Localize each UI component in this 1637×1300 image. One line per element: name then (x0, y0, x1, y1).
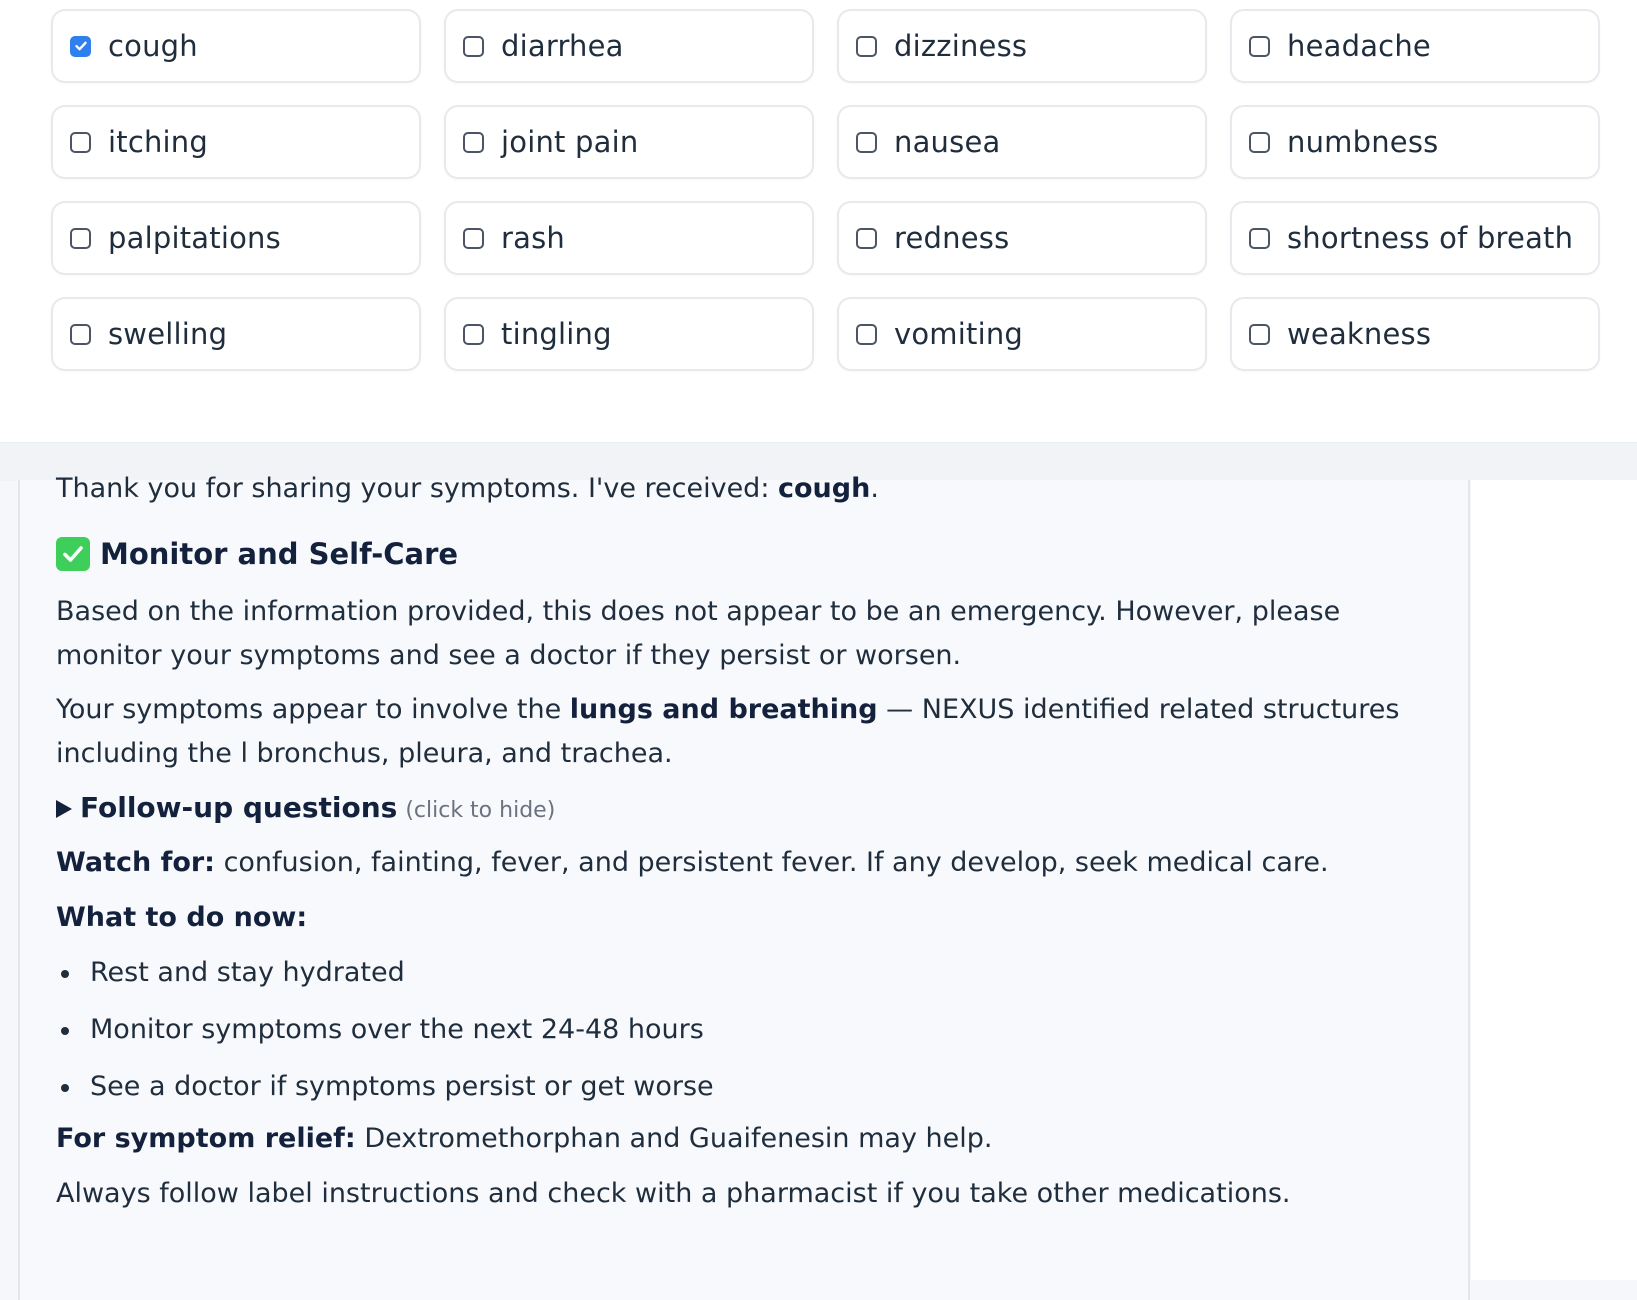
symptom-checkbox[interactable] (463, 36, 484, 57)
anatomy-text (56, 688, 1428, 776)
symptom-checkbox[interactable] (463, 324, 484, 345)
symptom-option-cough[interactable] (51, 9, 421, 83)
symptom-label: palpitations (108, 221, 281, 255)
symptom-option-redness[interactable] (837, 201, 1207, 275)
symptom-option-numbness[interactable] (1230, 105, 1600, 179)
anatomy-suffix: — NEXUS identified related structures including the l bronchus, pleura, and trachea. (56, 694, 1400, 769)
symptom-label: rash (501, 221, 565, 255)
symptom-label: headache (1287, 29, 1431, 63)
symptom-label: vomiting (894, 317, 1024, 351)
symptom-checkbox[interactable] (856, 132, 877, 153)
symptom-checkbox[interactable] (1249, 36, 1270, 57)
symptom-option-shortness-of-breath[interactable] (1230, 201, 1600, 275)
symptom-selector-panel (0, 0, 1637, 442)
todo-list (56, 951, 714, 1122)
intro-suffix: . (870, 473, 879, 504)
symptom-option-rash[interactable] (444, 201, 814, 275)
followup-hint: (click to hide) (405, 798, 556, 823)
followup-title: Follow-up questions (80, 791, 398, 824)
symptom-label: shortness of breath (1287, 221, 1574, 255)
followup-toggle[interactable] (56, 786, 1428, 833)
symptom-label: tingling (501, 317, 612, 351)
symptom-checkbox[interactable] (70, 36, 91, 57)
symptom-checkbox[interactable] (856, 228, 877, 249)
symptom-grid (51, 9, 1600, 371)
heading-text: Monitor and Self-Care (100, 537, 459, 571)
chat-gutter (1471, 480, 1637, 1280)
check-mark-icon (56, 537, 90, 571)
triangle-right-icon (56, 800, 72, 818)
todo-heading: What to do now: (56, 902, 308, 933)
symptom-option-vomiting[interactable] (837, 297, 1207, 371)
symptom-label: joint pain (501, 125, 639, 159)
todo-item: Rest and stay hydrated (56, 951, 714, 1008)
symptom-checkbox[interactable] (1249, 132, 1270, 153)
watch-label: Watch for: (56, 847, 215, 878)
assessment-text: Based on the information provided, this does not appear to be an emergency. However, please monitor your symptoms and see a doctor if they persist or worsen. (56, 596, 1341, 671)
symptom-option-itching[interactable] (51, 105, 421, 179)
symptom-label: nausea (894, 125, 1001, 159)
symptom-label: redness (894, 221, 1010, 255)
relief-text (56, 1117, 1428, 1161)
symptom-label: dizziness (894, 29, 1028, 63)
symptom-option-nausea[interactable] (837, 105, 1207, 179)
symptom-checkbox[interactable] (1249, 324, 1270, 345)
symptom-checkbox[interactable] (70, 228, 91, 249)
symptom-label: swelling (108, 317, 228, 351)
symptom-label: itching (108, 125, 208, 159)
symptom-option-tingling[interactable] (444, 297, 814, 371)
anatomy-region: lungs and breathing (569, 694, 878, 725)
relief-label: For symptom relief: (56, 1123, 356, 1154)
intro-prefix: Thank you for sharing your symptoms. I've received: (56, 473, 778, 504)
symptom-checkbox[interactable] (856, 36, 877, 57)
symptom-label: numbness (1287, 125, 1439, 159)
disclaimer-text: Always follow label instructions and check with a pharmacist if you take other medications. (56, 1178, 1291, 1209)
symptom-checkbox[interactable] (1249, 228, 1270, 249)
symptom-checkbox[interactable] (463, 132, 484, 153)
anatomy-prefix: Your symptoms appear to involve the (56, 694, 570, 725)
symptom-option-dizziness[interactable] (837, 9, 1207, 83)
symptom-checkbox[interactable] (70, 132, 91, 153)
symptom-option-joint-pain[interactable] (444, 105, 814, 179)
symptom-label: cough (108, 29, 198, 63)
symptom-label: diarrhea (501, 29, 624, 63)
symptom-option-swelling[interactable] (51, 297, 421, 371)
watch-for-text (56, 841, 1428, 885)
watch-text: confusion, fainting, fever, and persistent fever. If any develop, seek medical care. (214, 847, 1329, 878)
received-symptom: cough (778, 473, 871, 504)
todo-item: See a doctor if symptoms persist or get worse (56, 1065, 714, 1122)
symptom-checkbox[interactable] (856, 324, 877, 345)
symptom-checkbox[interactable] (70, 324, 91, 345)
symptom-option-weakness[interactable] (1230, 297, 1600, 371)
triage-heading (56, 532, 1428, 576)
intro-text (56, 467, 1428, 511)
symptom-label: weakness (1287, 317, 1432, 351)
symptom-option-palpitations[interactable] (51, 201, 421, 275)
symptom-option-diarrhea[interactable] (444, 9, 814, 83)
symptom-option-headache[interactable] (1230, 9, 1600, 83)
assistant-message (18, 473, 1470, 1300)
relief-text-body: Dextromethorphan and Guaifenesin may help. (355, 1123, 993, 1154)
todo-item: Monitor symptoms over the next 24-48 hours (56, 1008, 714, 1065)
symptom-checkbox[interactable] (463, 228, 484, 249)
